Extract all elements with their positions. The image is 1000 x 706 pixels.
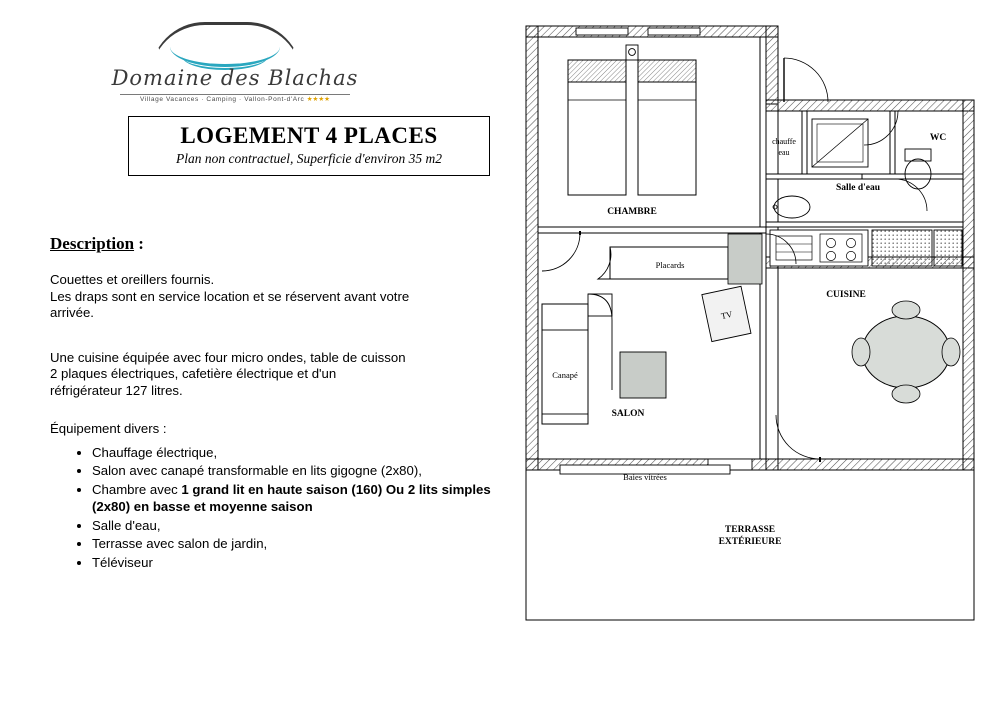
page-subtitle: Plan non contractuel, Superficie d'environ 35 m2 <box>176 151 442 166</box>
description-paragraph-2 <box>50 350 450 400</box>
list-item <box>92 462 500 480</box>
page-title: LOGEMENT 4 PLACES <box>180 123 438 148</box>
description-heading <box>50 234 144 254</box>
title-box <box>128 116 490 176</box>
floorplan-room-salon: SALON <box>611 409 645 419</box>
floorplan-room-terrasse-1: TERRASSE <box>724 525 776 535</box>
list-item-label: Chauffage électrique, <box>92 444 218 460</box>
list-item <box>92 481 500 516</box>
logo <box>110 20 360 110</box>
floorplan-label-tv: TV <box>720 308 734 322</box>
logo-tagline-text: Village Vacances · Camping · Vallon-Pont-d'Arc <box>139 96 305 103</box>
paragraph-1-line-1: Couettes et oreillers fournis. <box>50 272 215 287</box>
logo-name: Domaine des Blachas <box>111 66 359 90</box>
list-item-label: Téléviseur <box>92 554 153 570</box>
floorplan-label-baies-vitrees: Baies vitrées <box>623 472 667 482</box>
list-item-label: Salon avec canapé transformable en lits gigogne (2x80), <box>92 463 422 478</box>
equipment-heading: Équipement divers : <box>50 421 167 436</box>
list-item-label: Terrasse avec salon de jardin, <box>92 536 268 551</box>
logo-tagline <box>110 95 360 103</box>
floorplan-label-chauffe-eau-1: chauffe <box>772 137 796 146</box>
floorplan-room-salle-eau: Salle d'eau <box>835 183 881 193</box>
equipment-list <box>70 444 500 572</box>
floorplan-room-chambre: CHAMBRE <box>607 207 657 217</box>
floorplan-room-wc: WC <box>929 133 947 143</box>
list-item <box>92 554 500 572</box>
description-section <box>40 176 500 571</box>
paragraph-2-line-2: 2 plaques électriques, cafetière électrique et d'un <box>50 366 337 381</box>
floorplan-diagram <box>520 22 980 622</box>
list-item <box>92 444 500 462</box>
list-item-emphasis: 1 grand lit en haute saison (160) Ou 2 lits simples (2x80) en basse et moyenne saison <box>92 481 491 514</box>
floorplan-label-placards: Placards <box>655 260 685 270</box>
floorplan-room-cuisine: CUISINE <box>826 290 866 300</box>
list-item <box>92 517 500 535</box>
paragraph-1-line-2: Les draps sont en service location et se réservent avant votre <box>50 288 410 304</box>
paragraph-1-line-3: arrivée. <box>50 305 94 320</box>
list-item <box>92 535 500 553</box>
description-heading-text: Description <box>50 234 135 253</box>
description-heading-colon: : <box>134 234 144 253</box>
list-item-prefix: Chambre avec <box>92 481 182 497</box>
floorplan-label-chauffe-eau-2: eau <box>778 148 790 157</box>
floorplan-label-canape: Canapé <box>552 370 578 380</box>
list-item-label: Salle d'eau, <box>92 517 161 533</box>
paragraph-2-line-1: Une cuisine équipée avec four micro ondes, table de cuisson <box>50 349 406 365</box>
paragraph-2-line-3: réfrigérateur 127 litres. <box>50 382 183 398</box>
description-paragraph-1 <box>50 272 450 322</box>
floorplan-room-terrasse-2: EXTÉRIEURE <box>718 537 782 547</box>
document-text-column <box>40 20 500 572</box>
logo-stars: ★★★★ <box>306 96 331 103</box>
